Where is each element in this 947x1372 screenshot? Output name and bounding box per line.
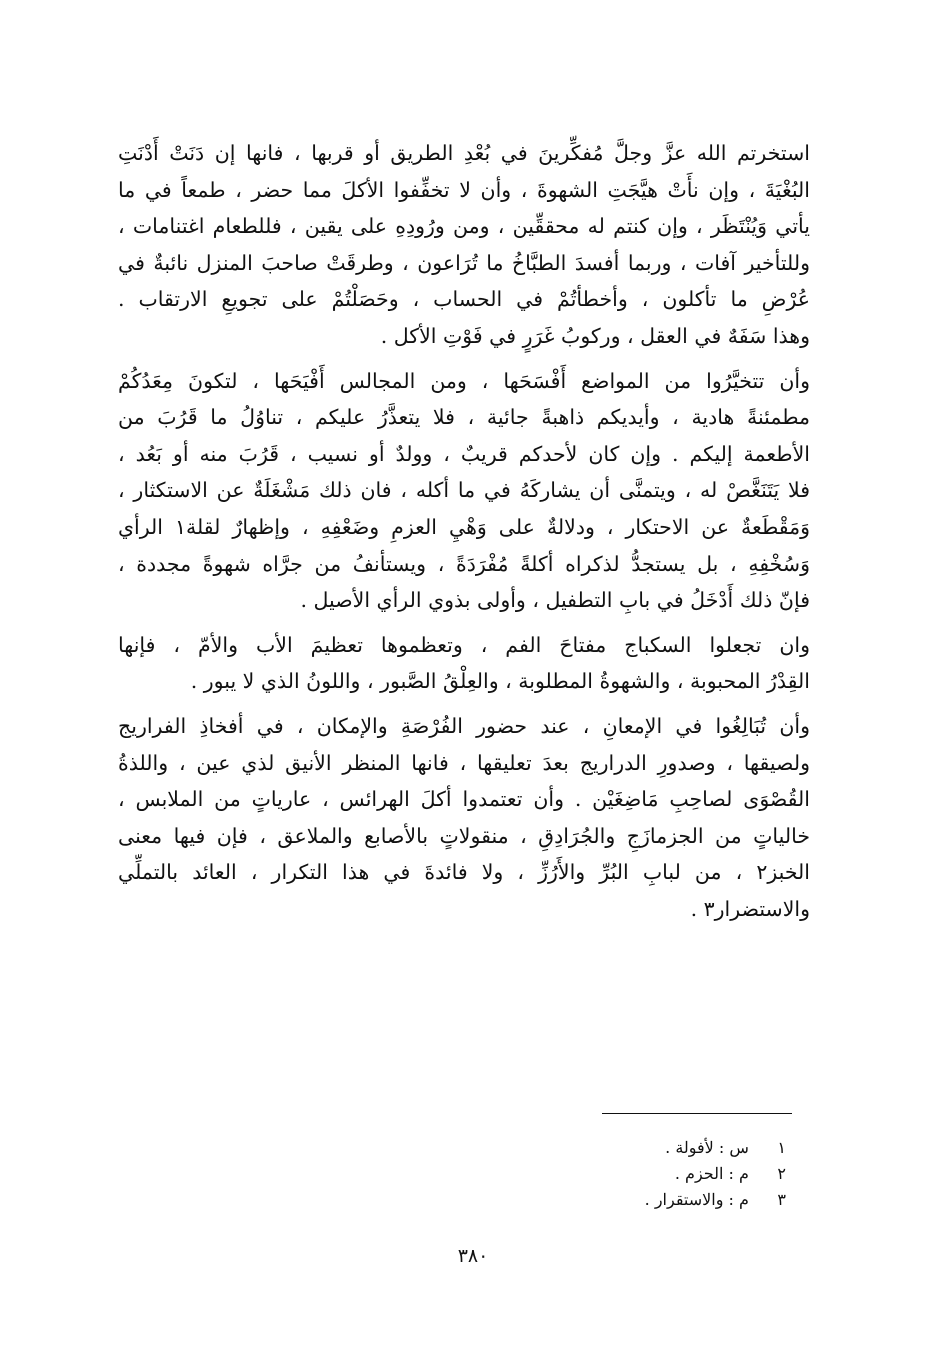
page-number: ٣٨٠ <box>457 1245 489 1267</box>
text-line: وللتأخير آفات ، وربما أفسدَ الطبَّاخُ ما تُرَاعون ، وطرقَتْ صاحبَ المنزل نائبةٌ في <box>118 250 810 275</box>
text-line: الخبز٢ ، من لبابِ البُرِّ والأَرُزِّ ، ولا فائدةَ في هذا التكرار ، العائد بالتملِّي <box>118 860 810 885</box>
text-line: وهذا سَفَهٌ في العقل ، وركوبُ غَرَرٍ في فَوْتِ الأكل . <box>380 323 810 348</box>
text-line: القُصْوَى لصاحِبِ مَاضِغَيْن . وأن تعتمدوا أكلَ الهرائس ، عارياتٍ من الملابس ، <box>118 787 810 812</box>
text-line: وَمَقْطَعةٌ عن الاحتكار ، ودلالةٌ على وَهْيِ العزمِ وضَعْفِهِ ، وإظهارٌ لقلة١ الرأي <box>118 514 810 539</box>
footnote <box>470 1161 786 1187</box>
footnote-number: ٢ <box>777 1164 786 1183</box>
text-line: فإنّ ذلك أَدْخَلُ في بابِ التطفيل ، وأولى بذوي الرأي الأصيل . <box>300 588 810 613</box>
text-line: خالياتٍ من الجزمازَجِ والجُرَادِقِ ، منقولاتٍ بالأصابع والملاعق ، فإن فيها معنى <box>118 823 810 848</box>
footnote-text: م : الحزم . <box>674 1164 749 1183</box>
text-line: وأن تُبَالِغُوا في الإمعانِ ، عند حضور الفُرْصَةِ والإمكان ، في أفخاذِ الفراريج <box>118 713 810 738</box>
footnote-divider <box>602 1113 792 1114</box>
text-line: مطمئنةً هادية ، وأيديكم ذاهبةً جائية ، فلا يتعذَّرُ عليكم ، تناوُلُ ما قَرُبَ من <box>118 405 810 430</box>
footnote <box>470 1135 786 1161</box>
footnotes <box>470 1135 786 1213</box>
footnote-number: ٣ <box>777 1190 786 1209</box>
body-text <box>118 135 810 935</box>
text-line: يأتي وَيُنْتَظَر ، وإن كنتم له محققِّين ، ومن ورُودِهِ على يقين ، فللطعام اغتنامات ، <box>118 214 810 239</box>
text-line: وأن تتخيَّرُوا من المواضع أَفْسَحَها ، ومن المجالس أَفْيَحَها ، لتكونَ مِعَدُكُمْ <box>118 368 810 393</box>
paragraph-1 <box>118 135 810 355</box>
text-line: فلا يَتَنَغَّصْ له ، ويتمنَّى أن يشاركَهُ في ما أكله ، فان ذلك مَشْغَلَةٌ عن الاستكثار ، <box>118 478 810 503</box>
paragraph-2 <box>118 363 810 619</box>
footnote-number: ١ <box>777 1138 786 1157</box>
text-line: والاستضرار٣ . <box>690 896 810 921</box>
text-line: استخرتم الله عزَّ وجلَّ مُفكِّرينَ في بُعْدِ الطريق أو قربها ، فانها إن دَنَتْ أَدْنَتِ <box>118 141 810 165</box>
text-line: الأطعمة إليكم . وإن كان لأحدكم قريبٌ ، وولدٌ أو نسيب ، قَرُبَ منه أو بَعُد ، <box>118 441 810 466</box>
footnote-text: س : لأفولة . <box>665 1138 749 1157</box>
text-line: عُرْضِ ما تأكلون ، وأخطأتُمْ في الحساب ، وحَصَلْتُمْ على تجويعِ الارتقاب . <box>118 287 810 312</box>
text-line: البُغْيَةَ ، وإن نأَتْ هيَّجَتِ الشهوةَ ، وأن لا تخفِّفوا الأكلَ مما حضر ، طمعاً في ما <box>118 177 810 202</box>
text-line: ولصيقها ، وصدورِ الدراريج بعدَ تعليقها ، فانها المنظر الأنيق لذي عين ، واللذةُ <box>118 750 810 775</box>
paragraph-4 <box>118 708 810 928</box>
text-line: القِدْرُ المحبوبة ، والشهوةُ المطلوبة ، والعِلْقُ الصَّبور ، واللونُ الذي لا يبور . <box>190 669 810 694</box>
text-line: وَسُخْفِهِ ، بل يستجدُّ لذكراه أكلةً مُفْرَدَةً ، ويستأنفُ من جرَّاه شهوةً مجددة ، <box>118 551 810 576</box>
paragraph-3 <box>118 627 810 700</box>
footnote-text: م : والاستقرار . <box>644 1190 749 1209</box>
text-line: وان تجعلوا السكباج مفتاحَ الفم ، وتعظموها تعظيمَ الأب والأمّ ، فإنها <box>118 632 810 657</box>
footnote <box>470 1187 786 1213</box>
